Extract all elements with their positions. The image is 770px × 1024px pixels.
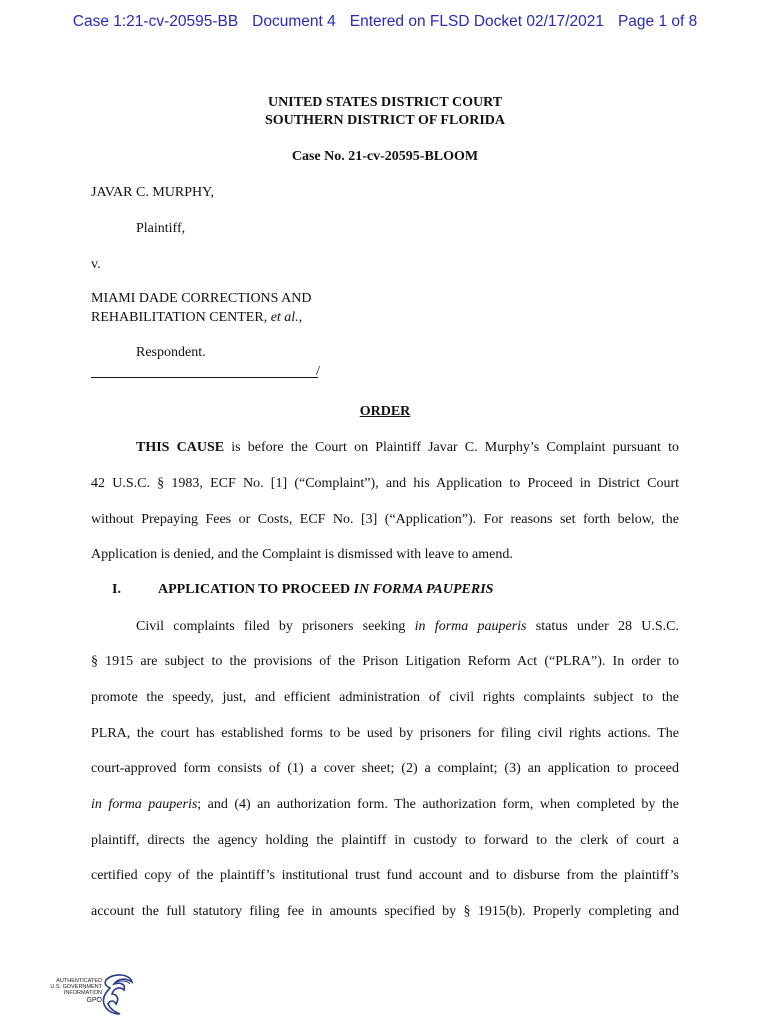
versus: v. (91, 257, 101, 272)
gpo-text-line1: AUTHENTICATED (56, 978, 102, 984)
caption-signature-rule (91, 377, 318, 378)
court-name-line1: UNITED STATES DISTRICT COURT (267, 95, 503, 110)
case-number: Case No. 21-cv-20595-BLOOM (291, 149, 479, 164)
para2-line8: certified copy of the plaintiff’s institutional trust fund account and to disburse from the plaintiff’s (91, 868, 679, 883)
intro-line1: THIS CAUSE is before the Court on Plaintiff Javar C. Murphy’s Complaint pursuant to (136, 440, 679, 455)
header-page-count: Page 1 of 8 (617, 13, 698, 30)
court-name-line2: SOUTHERN DISTRICT OF FLORIDA (265, 113, 505, 128)
intro-line4: Application is denied, and the Complaint is dismissed with leave to amend. (91, 547, 513, 562)
section-number: I. (112, 582, 121, 597)
para2-line9: account the full statutory filing fee in amounts specified by § 1915(b). Properly completing and (91, 904, 679, 919)
para2-line3: promote the speedy, just, and efficient administration of civil rights complaints subject to the (91, 690, 679, 705)
respondent-line2: REHABILITATION CENTER, et al., (91, 310, 303, 325)
para2-line4: PLRA, the court has established forms to be used by prisoners for filing civil rights actions. The (91, 726, 679, 741)
gpo-text-line3: INFORMATION (63, 990, 102, 996)
order-title: ORDER (359, 404, 411, 419)
para2-line7: plaintiff, directs the agency holding the plaintiff in custody to forward to the clerk of court a (91, 833, 679, 848)
intro-line3: without Prepaying Fees or Costs, ECF No. [3] (“Application”). For reasons set forth below, the (91, 512, 679, 527)
gpo-text-line4: GPO (86, 997, 102, 1004)
eagle-icon (102, 972, 136, 1016)
intro-line2: 42 U.S.C. § 1983, ECF No. [1] (“Complaint”), and his Application to Proceed in District Court (91, 476, 679, 491)
para2-line5: court-approved form consists of (1) a cover sheet; (2) a complaint; (3) an application to proceed (91, 761, 679, 776)
plaintiff-role: Plaintiff, (136, 221, 186, 236)
section-title: APPLICATION TO PROCEED IN FORMA PAUPERIS (158, 582, 494, 597)
header-document-number: Document 4 (252, 13, 336, 30)
para2-line1: Civil complaints filed by prisoners seeking in forma pauperis status under 28 U.S.C. (136, 619, 680, 634)
plaintiff-name: JAVAR C. MURPHY, (91, 185, 214, 200)
para2-line2: § 1915 are subject to the provisions of the Prison Litigation Reform Act (“PLRA”). In order to (91, 654, 679, 669)
caption-slash: / (316, 364, 320, 379)
gpo-text-line2: U.S. GOVERNMENT (50, 984, 102, 990)
para2-line6: in forma pauperis; and (4) an authorization form. The authorization form, when completed by the (91, 797, 680, 812)
docket-header (0, 13, 770, 31)
header-entered-date: Entered on FLSD Docket 02/17/2021 (349, 13, 604, 30)
respondent-role: Respondent. (136, 345, 206, 360)
respondent-line1: MIAMI DADE CORRECTIONS AND (91, 291, 312, 306)
header-case-number: Case 1:21-cv-20595-BB (72, 13, 239, 30)
gpo-authentication-seal (44, 972, 134, 1016)
